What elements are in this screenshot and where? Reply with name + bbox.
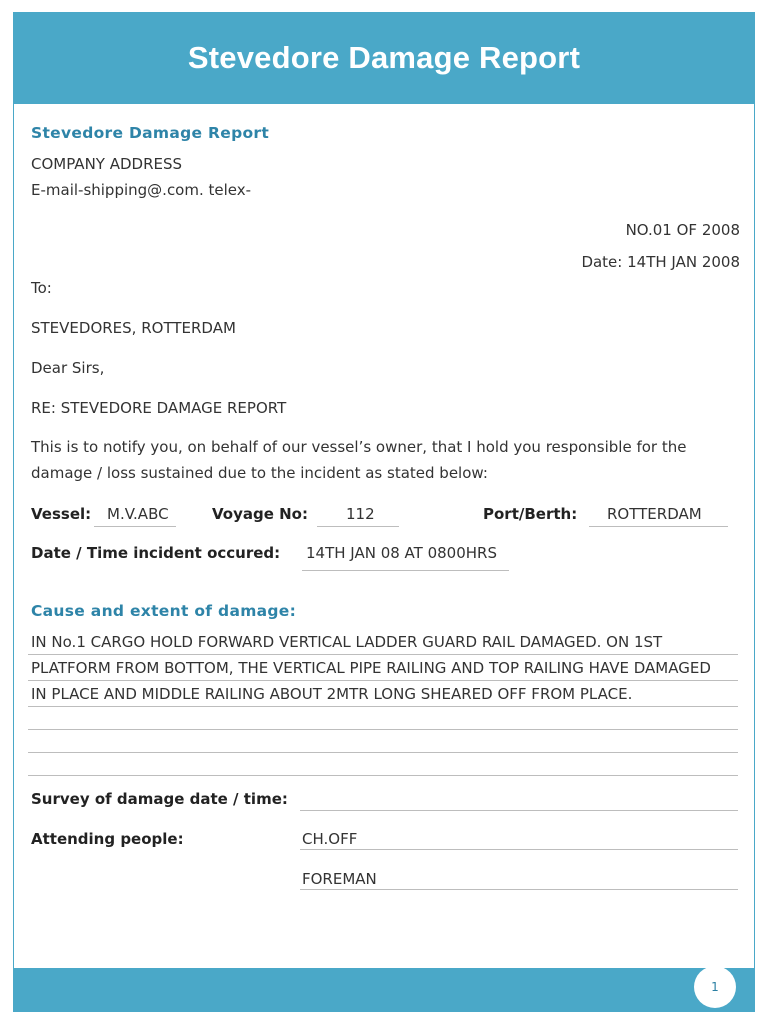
contact-line: E-mail-shipping@.com. telex-	[31, 181, 252, 199]
attending-label: Attending people:	[31, 830, 184, 848]
survey-label: Survey of damage date / time:	[31, 790, 288, 808]
title-banner	[13, 12, 755, 104]
incident-underline	[302, 570, 509, 571]
footer-bar	[13, 968, 755, 1012]
port-underline	[589, 526, 728, 527]
voyage-underline	[317, 526, 399, 527]
to-label: To:	[31, 279, 52, 297]
damage-rule-5[interactable]	[28, 752, 738, 753]
page-number: 1	[694, 966, 736, 1008]
vessel-underline	[94, 526, 176, 527]
attending-underline-1	[300, 849, 738, 850]
recipient: STEVEDORES, ROTTERDAM	[31, 319, 236, 337]
damage-rule-2	[28, 680, 738, 681]
attending-person-1[interactable]: CH.OFF	[302, 830, 358, 848]
incident-value[interactable]: 14TH JAN 08 AT 0800HRS	[306, 544, 497, 562]
damage-line-1[interactable]: IN No.1 CARGO HOLD FORWARD VERTICAL LADDER GUARD RAIL DAMAGED. ON 1ST	[31, 633, 663, 651]
letter-heading: Stevedore Damage Report	[31, 124, 270, 142]
company-address: COMPANY ADDRESS	[31, 155, 183, 173]
damage-heading: Cause and extent of damage:	[31, 602, 297, 620]
salutation: Dear Sirs,	[31, 359, 105, 377]
damage-rule-1	[28, 654, 738, 655]
body-line-2: damage / loss sustained due to the incident as stated below:	[31, 464, 488, 482]
subject-line: RE: STEVEDORE DAMAGE REPORT	[31, 399, 287, 417]
damage-rule-6[interactable]	[28, 775, 738, 776]
page-title: Stevedore Damage Report	[187, 40, 581, 75]
voyage-label: Voyage No:	[212, 505, 308, 523]
damage-line-3[interactable]: IN PLACE AND MIDDLE RAILING ABOUT 2MTR LONG SHEARED OFF FROM PLACE.	[31, 685, 633, 703]
survey-underline	[300, 810, 738, 811]
vessel-value[interactable]: M.V.ABC	[107, 505, 169, 523]
damage-rule-4[interactable]	[28, 729, 738, 730]
damage-line-2[interactable]: PLATFORM FROM BOTTOM, THE VERTICAL PIPE RAILING AND TOP RAILING HAVE DAMAGED	[31, 659, 711, 677]
port-value[interactable]: ROTTERDAM	[607, 505, 702, 523]
damage-rule-3	[28, 706, 738, 707]
body-line-1: This is to notify you, on behalf of our vessel’s owner, that I hold you responsible for the	[31, 438, 687, 456]
attending-person-2[interactable]: FOREMAN	[302, 870, 377, 888]
vessel-label: Vessel:	[31, 505, 92, 523]
voyage-value[interactable]: 112	[346, 505, 375, 523]
attending-underline-2	[300, 889, 738, 890]
incident-label: Date / Time incident occured:	[31, 544, 281, 562]
letter-date: Date: 14TH JAN 2008	[581, 253, 740, 271]
port-label: Port/Berth:	[483, 505, 578, 523]
reference-number: NO.01 OF 2008	[625, 221, 740, 239]
